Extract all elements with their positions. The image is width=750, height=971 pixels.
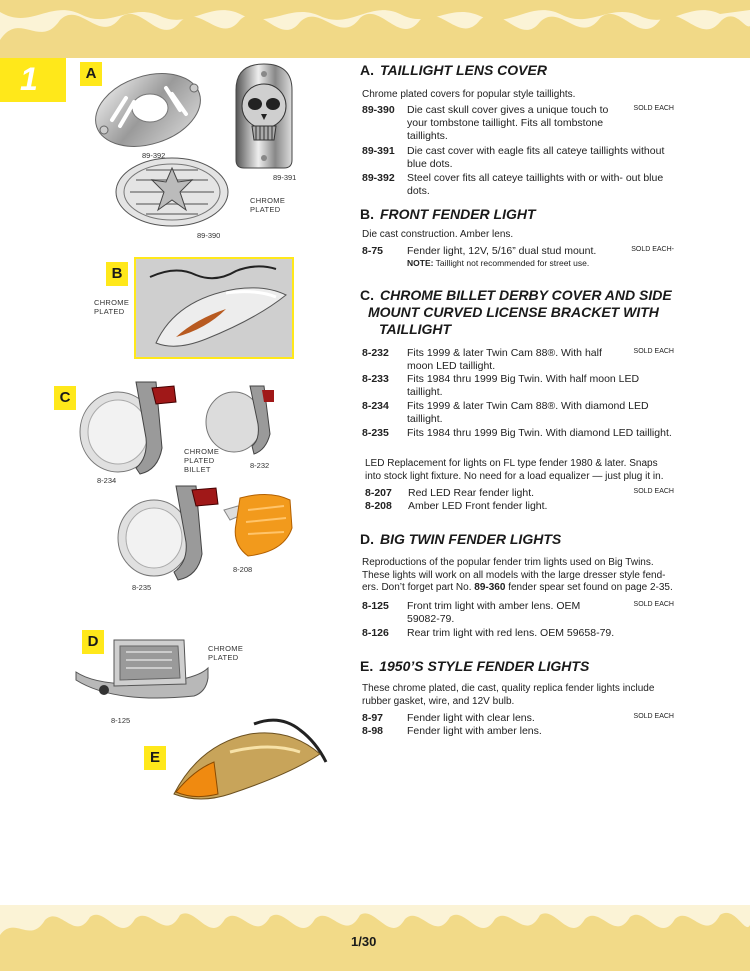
figure-b-badge: B (106, 262, 128, 286)
section-a-title: A. TAILLIGHT LENS COVER (360, 62, 547, 78)
product-8-97: 8-97 Fender light with clear lens. SOLD EACH (362, 712, 674, 724)
derby-cover-half-moon-bigtwin-image (116, 482, 222, 587)
part-label-89-392: 89-392 (142, 151, 166, 160)
big-twin-fender-light-image (74, 632, 210, 713)
product-8-126: 8-126 Rear trim light with red lens. OEM 59658-79. (362, 627, 615, 639)
figure-d-badge: D (82, 630, 104, 654)
part-label-8-232: 8-232 (250, 461, 270, 470)
figure-b-finish: CHROME PLATED (94, 298, 130, 316)
section-e-title: E. 1950’S STYLE FENDER LIGHTS (360, 658, 590, 674)
product-8-207: 8-207 Red LED Rear fender light. SOLD EACH (365, 487, 674, 499)
section-a-intro: Chrome plated covers for popular style taillights. (362, 89, 576, 100)
product-8-75: 8-75 Fender light, 12V, 5/16” dual stud mount. NOTE: Taillight not recommended for street use. SOLD EACH- (362, 245, 674, 268)
part-label-8-125: 8-125 (111, 716, 131, 725)
figure-c-badge: C (54, 386, 76, 410)
product-89-391: 89-391 Die cast cover with eagle fits all cateye taillights without blue dots. (362, 145, 665, 170)
1950s-fender-light-image (170, 714, 330, 811)
section-d-intro: Reproductions of the popular fender trim lights used on Big Twins. These lights will work on all models with the large dresser style fend- ers. Don’t forget part No. 89-360 fender spear set found on page 2-35. (362, 557, 673, 593)
page-number: 1/30 (351, 934, 377, 949)
cateye-steel-cover-image (92, 68, 204, 157)
part-label-89-390: 89-390 (197, 231, 221, 240)
figure-d-finish: CHROME PLATED (208, 644, 244, 662)
part-label-8-208: 8-208 (233, 565, 253, 574)
product-89-392: 89-392 Steel cover fits all cateye taillights with or with- out blue dots. (362, 172, 664, 197)
section-tab (0, 58, 66, 102)
section-b-title: B. FRONT FENDER LIGHT (360, 206, 536, 222)
section-b-intro: Die cast construction. Amber lens. (362, 229, 514, 240)
front-fender-light-image (134, 257, 294, 359)
derby-cover-diamond-image (78, 378, 180, 483)
product-8-208: 8-208 Amber LED Front fender light. (365, 500, 548, 512)
product-8-235: 8-235 Fits 1984 thru 1999 Big Twin. With diamond LED taillight. (362, 427, 672, 439)
section-d-title: D. BIG TWIN FENDER LIGHTS (360, 531, 562, 547)
product-89-390: 89-390 Die cast skull cover gives a unique touch to your tombstone taillight. Fits all tombstone taillights. SOLD EACH (362, 104, 674, 142)
product-8-232: 8-232 Fits 1999 & later Twin Cam 88®. With half moon LED taillight. SOLD EACH (362, 347, 674, 372)
figure-a-badge: A (80, 62, 102, 86)
product-8-234: 8-234 Fits 1999 & later Twin Cam 88®. With diamond LED taillight. (362, 400, 649, 425)
cateye-eagle-cover-image (112, 154, 232, 235)
skull-cover-image (228, 60, 300, 177)
figure-c-finish: CHROME PLATED BILLET (184, 447, 220, 474)
product-8-125: 8-125 Front trim light with amber lens. OEM 59082-79. SOLD EACH (362, 600, 674, 625)
part-label-8-234: 8-234 (97, 476, 117, 485)
section-e-intro: These chrome plated, die cast, quality replica fender lights include rubber gasket, wire, and 12V bulb. (362, 683, 655, 707)
part-label-89-391: 89-391 (273, 173, 297, 182)
product-8-233: 8-233 Fits 1984 thru 1999 Big Twin. With half moon LED taillight. (362, 373, 640, 398)
top-flame-border (0, 0, 750, 58)
amber-led-light-image (214, 486, 296, 567)
tab-number: 1 (20, 61, 38, 97)
section-c-title: C. CHROME BILLET DERBY COVER AND SIDE MOUNT CURVED LICENSE BRACKET WITH TAILLIGHT (360, 287, 672, 337)
part-label-8-235: 8-235 (132, 583, 152, 592)
figure-a-finish: CHROME PLATED (250, 196, 286, 214)
product-8-98: 8-98 Fender light with amber lens. (362, 725, 542, 737)
figure-e-badge: E (144, 746, 166, 770)
led-replacement-intro: LED Replacement for lights on FL type fender 1980 & later. Snaps into stock light fixture. No need for a load equalizer — just plug it in. (365, 458, 664, 482)
